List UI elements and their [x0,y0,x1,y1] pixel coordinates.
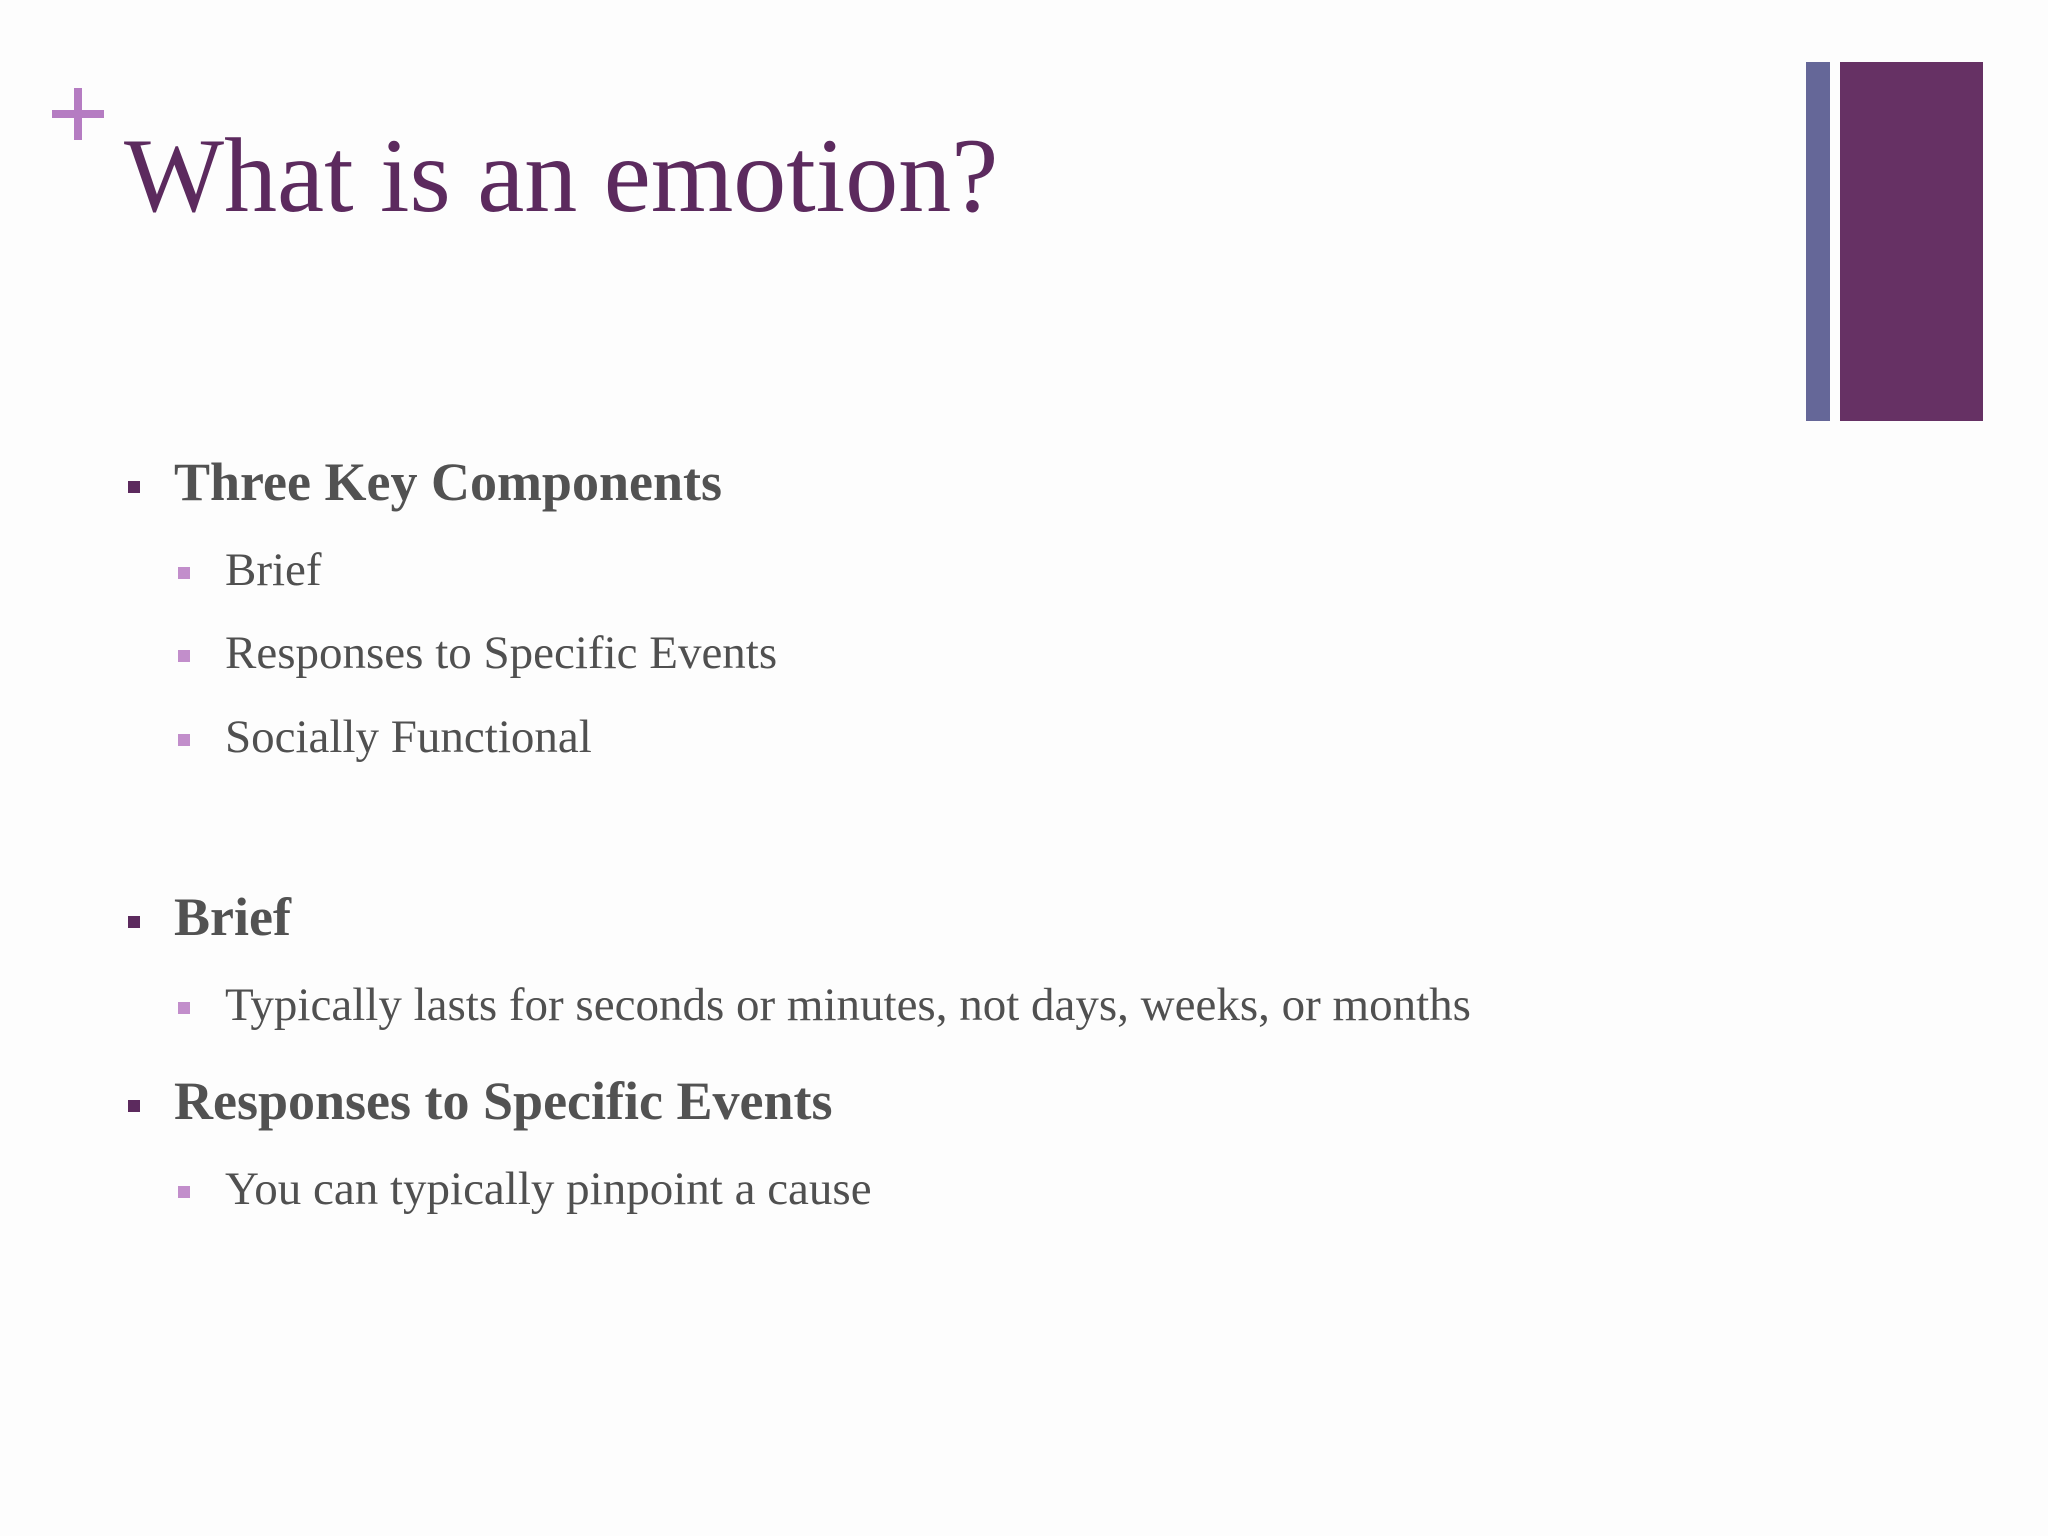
bullet-text: Three Key Components [174,452,722,512]
square-bullet-icon [178,1002,190,1014]
bullet-text: Brief [174,886,291,947]
bullet-level2 [124,977,1724,1033]
bullet-text: Typically lasts for seconds or minutes, not days, weeks, or months [225,978,1471,1031]
accent-bar-thin [1806,62,1830,421]
bullet-text: Brief [225,543,322,596]
bullet-level2 [124,542,1724,598]
square-bullet-icon [128,916,140,928]
accent-bar-thick [1840,62,1983,421]
bullet-level2 [124,625,1724,681]
plus-icon [48,84,108,144]
bullet-level1 [124,450,1724,515]
slide-body [124,450,1724,1217]
square-bullet-icon [178,734,190,746]
square-bullet-icon [178,650,190,662]
bullet-level1 [124,885,1724,950]
bullet-level2 [124,709,1724,765]
bullet-text: Socially Functional [225,710,592,763]
square-bullet-icon [178,1186,190,1198]
bullet-text: Responses to Specific Events [174,1071,833,1132]
bullet-level1 [124,1069,1724,1134]
bullet-text: Responses to Specific Events [225,627,778,680]
bullet-text: You can typically pinpoint a cause [225,1162,872,1215]
bullet-level2 [124,1161,1724,1217]
square-bullet-icon [128,1100,140,1112]
slide-title: What is an emotion? [124,117,999,234]
square-bullet-icon [128,481,140,493]
square-bullet-icon [178,567,190,579]
